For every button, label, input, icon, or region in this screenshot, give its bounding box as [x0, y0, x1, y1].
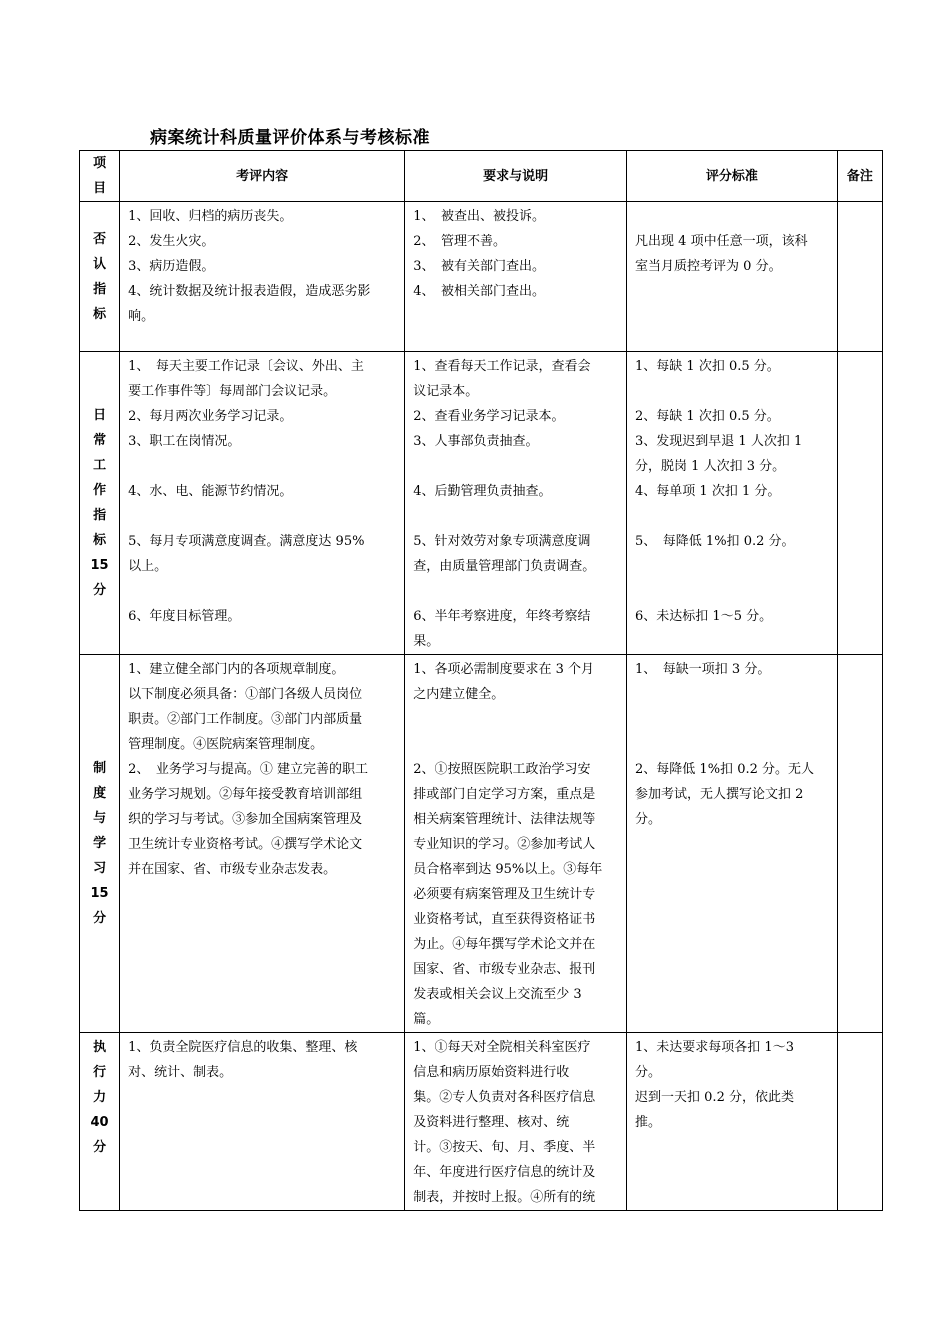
cell-line: 3、职工在岗情况。 — [128, 434, 241, 449]
cell-line: 5、针对效劳对象专项满意度调 — [413, 534, 591, 549]
remark-veto — [837, 202, 882, 352]
cell-line: 5、每月专项满意度调查。满意度达 95% — [128, 534, 365, 549]
header-remark: 备注 — [837, 151, 882, 202]
cell-line: 相关病案管理统计、法律法规等 — [413, 812, 596, 827]
cell-line: 6、未达标扣 1～5 分。 — [635, 609, 773, 624]
cell-line: 1、 被查出、被投诉。 — [413, 209, 545, 224]
cell-line: 查，由质量管理部门负责调查。 — [413, 559, 596, 574]
cell-line: 1、每缺 1 次扣 0.5 分。 — [635, 359, 780, 374]
cell-line: 5、 每降低 1%扣 0.2 分。 — [635, 534, 795, 549]
cell-line: 以上。 — [128, 559, 168, 574]
cell-line: 以下制度必须具备：①部门各级人员岗位 — [128, 687, 363, 702]
cell-line: 并在国家、省、市级专业杂志发表。 — [128, 862, 337, 877]
cell-line: 室当月质控考评为 0 分。 — [635, 259, 782, 274]
content-daily — [120, 352, 405, 655]
cell-line — [635, 579, 830, 604]
cell-line: 计。③按天、旬、月、季度、半 — [413, 1140, 596, 1155]
cell-line: 篇。 — [413, 1012, 440, 1027]
category-char: 常 — [93, 433, 107, 448]
category-char: 日 — [93, 408, 107, 423]
cell-line: 业务学习规划。②每年接受教育培训部组 — [128, 787, 363, 802]
cell-line — [413, 579, 619, 604]
cell-line: 4、水、电、能源节约情况。 — [128, 484, 293, 499]
cell-line: 4、后勤管理负责抽查。 — [413, 484, 552, 499]
table-row-veto — [80, 202, 883, 352]
cell-line — [413, 707, 619, 732]
header-requirement: 要求与说明 — [405, 151, 627, 202]
cell-line: 织的学习与考试。③参加全国病案管理及 — [128, 812, 363, 827]
category-char: 分 — [93, 583, 107, 598]
category-char: 指 — [93, 281, 107, 297]
table-row-execution — [80, 1033, 883, 1211]
cell-line: 1、负责全院医疗信息的收集、整理、核 — [128, 1040, 358, 1055]
remark-execution — [837, 1033, 882, 1211]
cell-line: 专业知识的学习。②参加考试人 — [413, 837, 596, 852]
cell-line: 年、年度进行医疗信息的统计及 — [413, 1165, 596, 1180]
category-execution — [80, 1033, 120, 1211]
cell-line: 必须要有病案管理及卫生统计专 — [413, 887, 596, 902]
cell-line — [635, 504, 830, 529]
cell-line: 2、每降低 1%扣 0.2 分。无人 — [635, 762, 814, 777]
cell-line: 及资料进行整理、核对、统 — [413, 1115, 570, 1130]
category-char: 习 — [93, 861, 107, 876]
remark-system — [837, 655, 882, 1033]
category-char: 与 — [93, 811, 107, 826]
cell-line: 4、 被相关部门查出。 — [413, 284, 545, 299]
cell-line: 果。 — [413, 634, 440, 649]
cell-line: 管理制度。④医院病案管理制度。 — [128, 737, 324, 752]
scoring-daily — [627, 352, 838, 655]
cell-line — [413, 504, 619, 529]
cell-line: 6、半年考察进度，年终考察结 — [413, 609, 591, 624]
cell-line: 2、每月两次业务学习记录。 — [128, 409, 293, 424]
cell-line: 2、每缺 1 次扣 0.5 分。 — [635, 409, 780, 424]
category-char: 分 — [93, 1140, 107, 1155]
cell-line: 议记录本。 — [413, 384, 479, 399]
cell-line: 2、 管理不善。 — [413, 234, 506, 249]
cell-line: 4、统计数据及统计报表造假，造成恶劣影 — [128, 284, 371, 299]
header-item-line1: 项 — [93, 156, 107, 171]
cell-line: 信息和病历原始资料进行收 — [413, 1065, 570, 1080]
scoring-system — [627, 655, 838, 1033]
category-char: 指 — [93, 508, 107, 523]
table-header-row — [80, 151, 883, 202]
category-veto — [80, 202, 120, 352]
category-char: 制 — [93, 761, 107, 776]
requirement-daily — [405, 352, 627, 655]
category-daily — [80, 352, 120, 655]
content-system — [120, 655, 405, 1033]
cell-line: 1、回收、归档的病历丧失。 — [128, 209, 293, 224]
cell-line: 1、 每天主要工作记录〔会议、外出、主 — [128, 359, 364, 374]
cell-line: 凡出现 4 项中任意一项，该科 — [635, 234, 808, 249]
category-char: 力 — [93, 1090, 107, 1105]
cell-line — [635, 554, 830, 579]
header-item — [80, 151, 120, 202]
scoring-veto — [627, 202, 838, 352]
cell-line: 1、查看每天工作记录，查看会 — [413, 359, 591, 374]
category-char: 标 — [93, 533, 107, 548]
category-char: 度 — [93, 786, 107, 801]
cell-line: 排或部门自定学习方案，重点是 — [413, 787, 596, 802]
category-char: 认 — [93, 256, 107, 272]
cell-line: 1、 每缺一项扣 3 分。 — [635, 662, 771, 677]
category-char: 执 — [93, 1040, 107, 1055]
cell-line: 响。 — [128, 309, 155, 324]
category-system — [80, 655, 120, 1033]
cell-line — [635, 732, 830, 757]
category-char: 40 — [90, 1115, 109, 1130]
cell-line: 职责。②部门工作制度。③部门内部质量 — [128, 712, 363, 727]
table-row-system — [80, 655, 883, 1033]
cell-line: 2、发生火灾。 — [128, 234, 215, 249]
cell-line — [128, 454, 397, 479]
cell-line: 1、未达要求每项各扣 1～3 — [635, 1040, 794, 1055]
cell-line: 迟到一天扣 0.2 分，依此类 — [635, 1090, 794, 1105]
cell-line: 分，脱岗 1 人次扣 3 分。 — [635, 459, 786, 474]
cell-line: 3、 被有关部门查出。 — [413, 259, 545, 274]
cell-line: 为止。④每年撰写学术论文并在 — [413, 937, 596, 952]
evaluation-table — [79, 150, 883, 1211]
table-row-daily — [80, 352, 883, 655]
cell-line: 分。 — [635, 1065, 662, 1080]
cell-line — [413, 732, 619, 757]
category-char: 行 — [93, 1065, 107, 1080]
cell-line: 1、各项必需制度要求在 3 个月 — [413, 662, 595, 677]
content-execution — [120, 1033, 405, 1211]
remark-daily — [837, 352, 882, 655]
requirement-system — [405, 655, 627, 1033]
category-char: 作 — [93, 483, 107, 498]
cell-line: 分。 — [635, 812, 662, 827]
cell-line: 3、病历造假。 — [128, 259, 215, 274]
cell-line: 6、年度目标管理。 — [128, 609, 241, 624]
cell-line: 2、 业务学习与提高。① 建立完善的职工 — [128, 762, 369, 777]
cell-line: 卫生统计专业资格考试。④撰写学术论文 — [128, 837, 363, 852]
cell-line: 之内建立健全。 — [413, 687, 505, 702]
category-char: 学 — [93, 836, 107, 851]
content-veto — [120, 202, 405, 352]
requirement-veto — [405, 202, 627, 352]
category-char: 标 — [93, 306, 107, 322]
category-char: 否 — [93, 231, 107, 247]
category-char: 工 — [93, 458, 107, 473]
header-item-line2: 目 — [93, 181, 107, 196]
cell-line — [413, 454, 619, 479]
cell-line: 要工作事件等〕每周部门会议记录。 — [128, 384, 337, 399]
cell-line: 3、发现迟到早退 1 人次扣 1 — [635, 434, 803, 449]
cell-line: 4、每单项 1 次扣 1 分。 — [635, 484, 781, 499]
document-title: 病案统计科质量评价体系与考核标准 — [150, 128, 430, 148]
spacer — [635, 204, 830, 229]
category-char: 15 — [90, 558, 109, 573]
cell-line — [635, 379, 830, 404]
cell-line: 1、①每天对全院相关科室医疗 — [413, 1040, 591, 1055]
category-char: 分 — [93, 911, 107, 926]
cell-line: 业资格考试，直至获得资格证书 — [413, 912, 596, 927]
category-char: 15 — [90, 886, 109, 901]
cell-line: 对、统计、制表。 — [128, 1065, 233, 1080]
cell-line: 制表，并按时上报。④所有的统 — [413, 1190, 596, 1205]
cell-line: 发表或相关会议上交流至少 3 — [413, 987, 582, 1002]
cell-line: 3、人事部负责抽查。 — [413, 434, 539, 449]
cell-line — [128, 504, 397, 529]
scoring-execution — [627, 1033, 838, 1211]
cell-line: 1、建立健全部门内的各项规章制度。 — [128, 662, 345, 677]
cell-line: 推。 — [635, 1115, 662, 1130]
cell-line: 集。②专人负责对各科医疗信息 — [413, 1090, 596, 1105]
cell-line: 参加考试，无人撰写论文扣 2 — [635, 787, 804, 802]
cell-line: 2、查看业务学习记录本。 — [413, 409, 565, 424]
cell-line — [635, 707, 830, 732]
cell-line — [635, 682, 830, 707]
cell-line: 国家、省、市级专业杂志、报刊 — [413, 962, 596, 977]
cell-line — [128, 579, 397, 604]
header-content: 考评内容 — [120, 151, 405, 202]
cell-line: 员合格率到达 95%以上。③每年 — [413, 862, 603, 877]
requirement-execution — [405, 1033, 627, 1211]
header-scoring: 评分标准 — [627, 151, 838, 202]
cell-line: 2、①按照医院职工政治学习安 — [413, 762, 591, 777]
